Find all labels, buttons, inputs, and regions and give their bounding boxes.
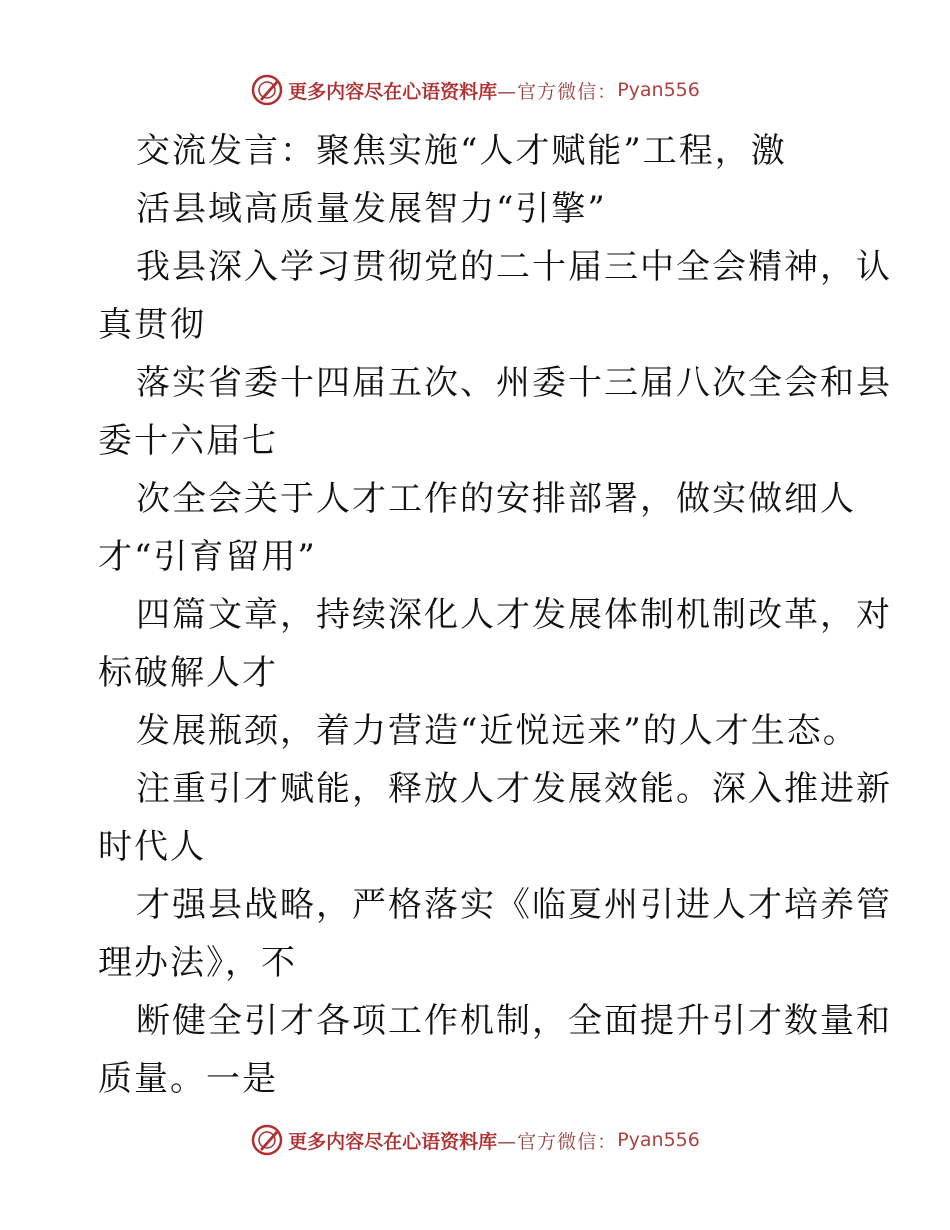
text-line: 我县深入学习贯彻党的二十届三中全会精神，认 [136, 247, 892, 287]
text-line: 标破解人才 [98, 653, 278, 693]
document-body [98, 122, 892, 1108]
banner-wechat-label: —官方微信： [497, 1130, 618, 1153]
banner-site-text: 更多内容尽在心语资料库 [288, 1130, 498, 1153]
text-line: 才“引育留用” [98, 537, 317, 577]
text-line: 真贯彻 [98, 305, 206, 345]
banner-wechat-label: —官方微信： [497, 80, 618, 103]
text-line: 活县域高质量发展智力“引擎” [136, 189, 607, 229]
text-line: 注重引才赋能，释放人才发展效能。深入推进新 [136, 769, 892, 809]
banner-site-text: 更多内容尽在心语资料库 [288, 80, 498, 103]
text-line: 发展瓶颈，着力营造“近悦远来”的人才生态。 [136, 711, 859, 751]
pen-logo-icon [250, 73, 284, 107]
header-watermark-banner [0, 70, 950, 110]
text-line: 委十六届七 [98, 421, 278, 461]
text-line: 落实省委十四届五次、州委十三届八次全会和县 [136, 363, 892, 403]
banner-wechat-id: Pyan556 [617, 1129, 700, 1151]
pen-logo-icon [250, 1123, 284, 1157]
banner-wechat-id: Pyan556 [617, 79, 700, 101]
text-line: 四篇文章，持续深化人才发展体制机制改革，对 [136, 595, 892, 635]
text-line: 理办法》，不 [98, 943, 297, 983]
text-line: 次全会关于人才工作的安排部署，做实做细人 [136, 479, 856, 519]
text-line: 质量。一是 [98, 1059, 278, 1099]
text-line: 断健全引才各项工作机制，全面提升引才数量和 [136, 1001, 892, 1041]
text-line: 交流发言：聚焦实施“人才赋能”工程，激 [136, 131, 787, 171]
text-line: 时代人 [98, 827, 206, 867]
footer-watermark-banner [0, 1120, 950, 1160]
text-line: 才强县战略，严格落实《临夏州引进人才培养管 [136, 885, 892, 925]
